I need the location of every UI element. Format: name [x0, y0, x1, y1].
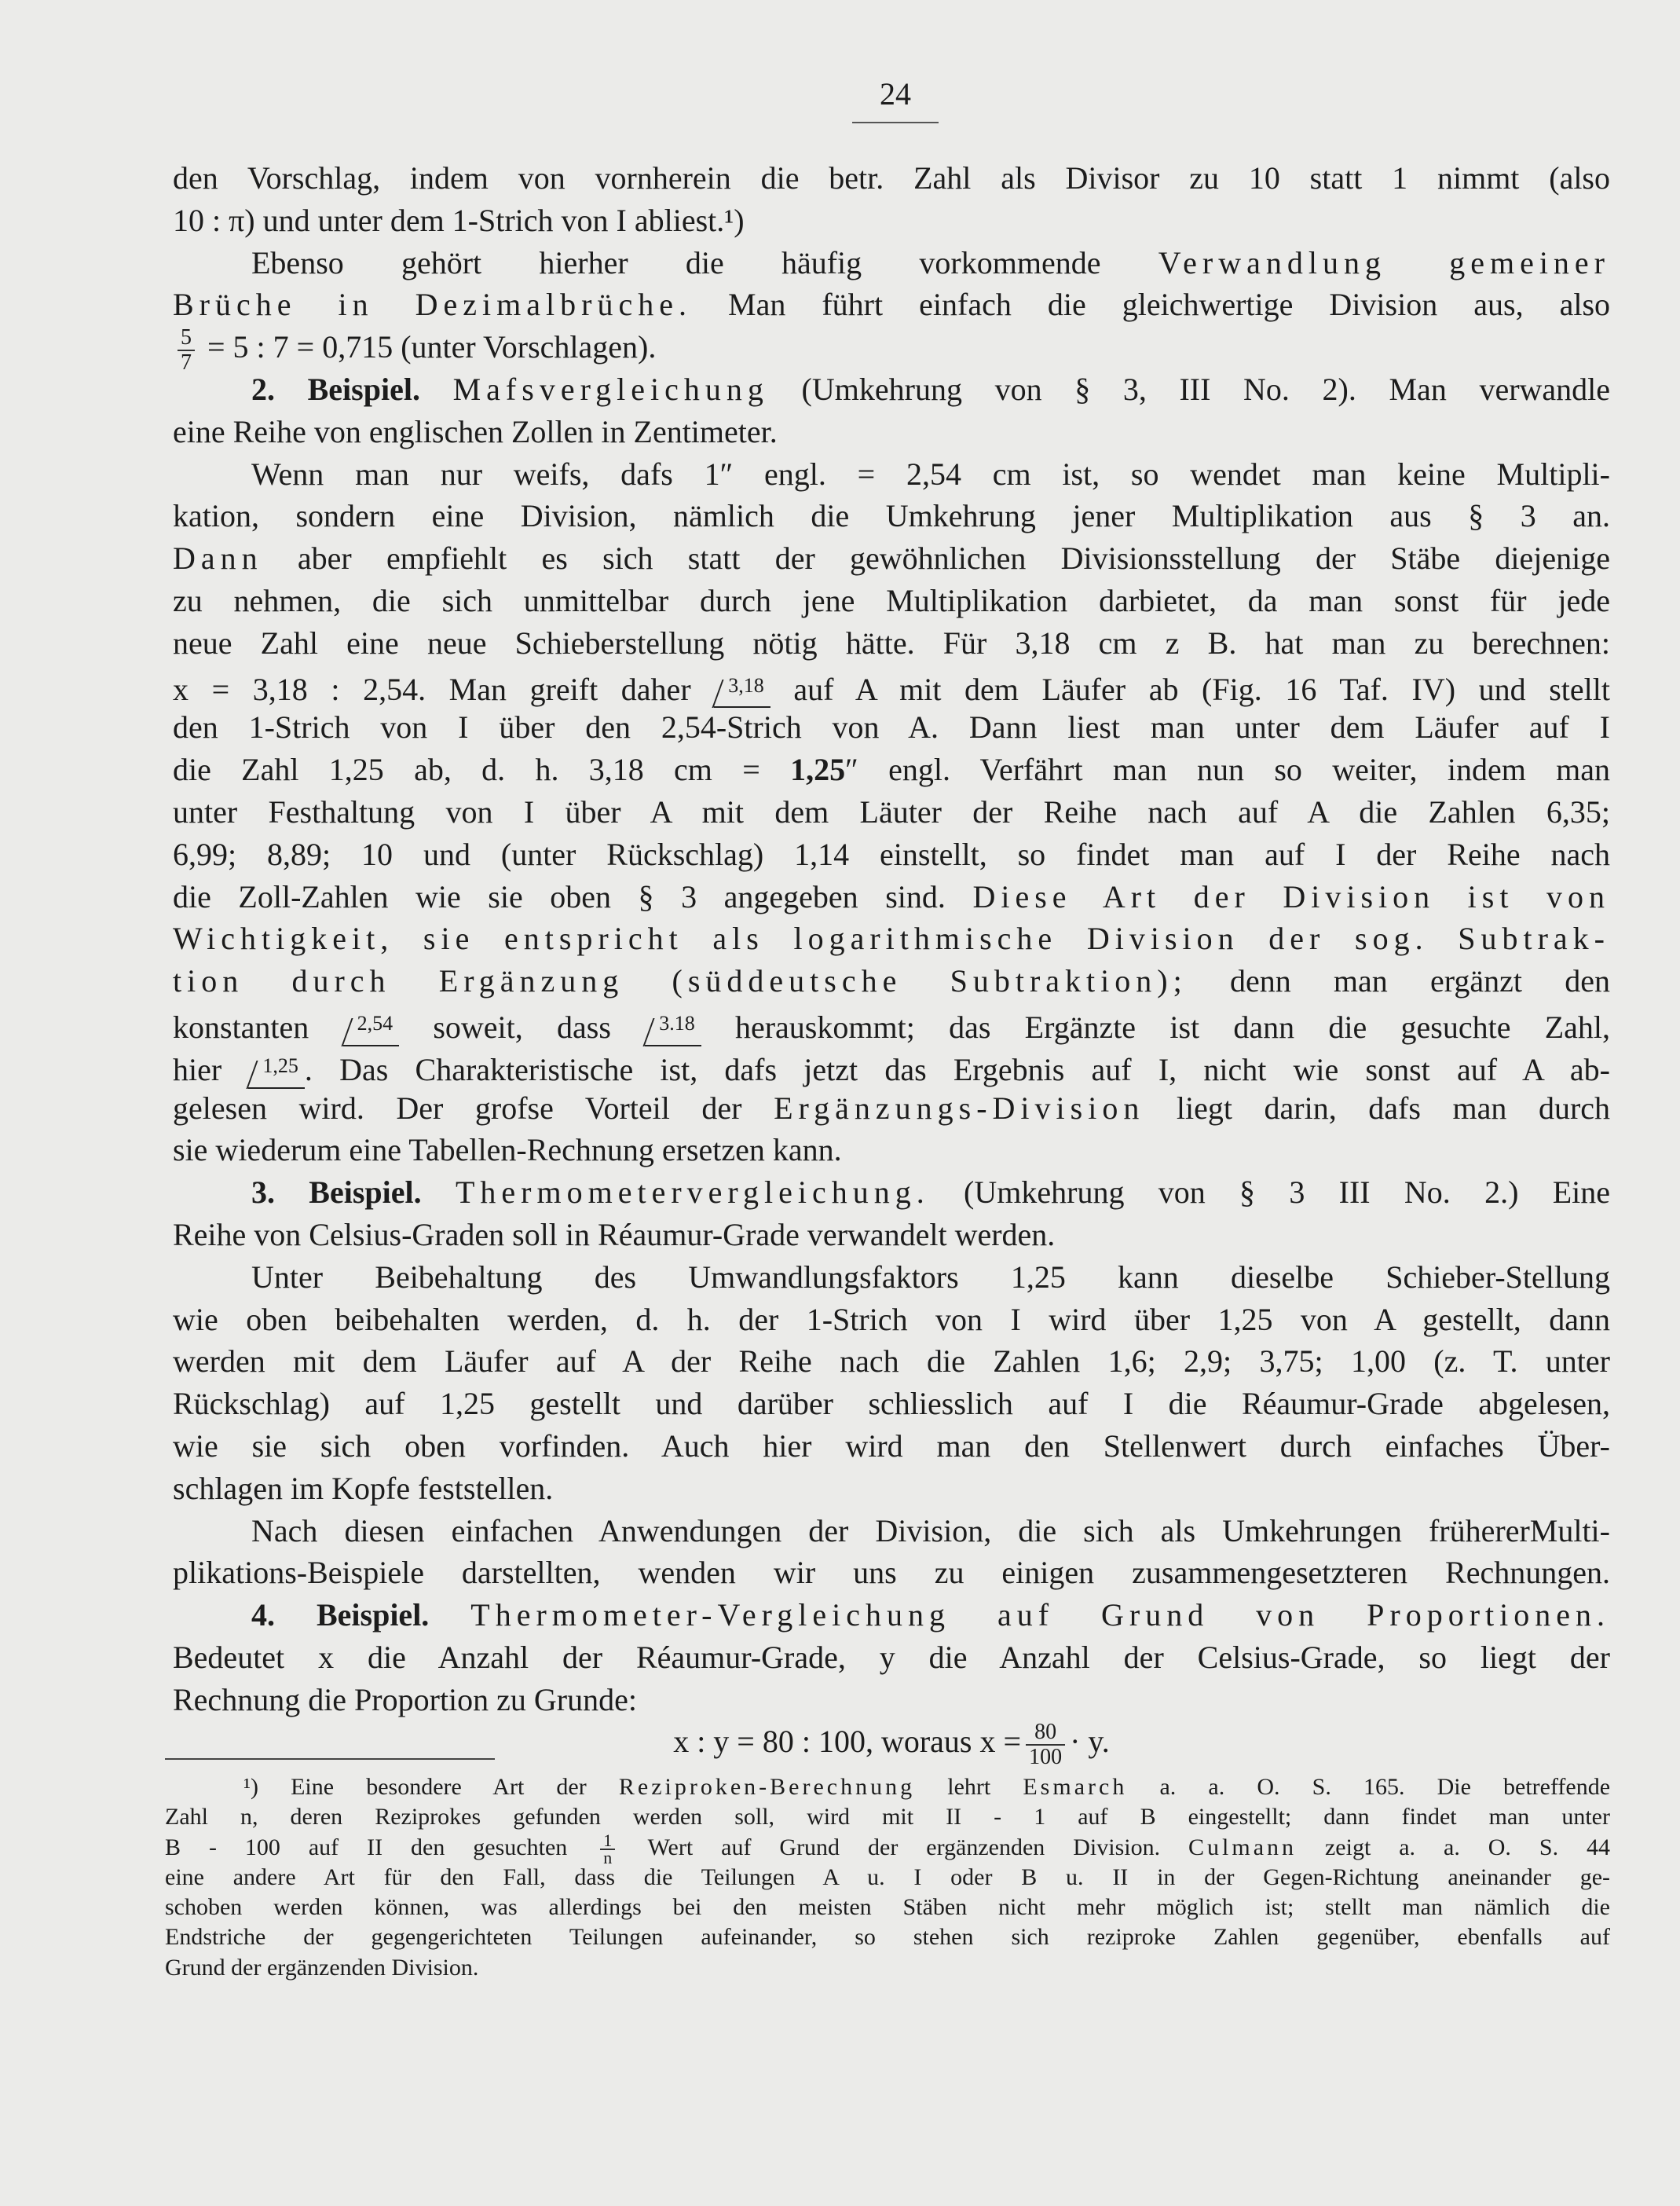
- text-span: x : y = 80 : 100, woraus x =: [673, 1724, 1022, 1760]
- paragraph-conversion: [173, 242, 1610, 284]
- proportion-formula: [173, 1720, 1610, 1770]
- text-line: [173, 1256, 1610, 1299]
- text-line: [173, 1129, 1610, 1171]
- text-span: neue Zahl eine neue Schieberstellung nötig hätte. Für 3,18 cm z B. hat man zu berechnen:: [173, 625, 1610, 661]
- spaced-term: Ergänzungs-Division: [774, 1090, 1145, 1126]
- text-span: werden mit dem Läufer auf A der Reihe nach die Zahlen 1,6; 2,9; 3,75; 1,00 (z. T. unter: [173, 1343, 1610, 1380]
- text-span: Rückschlag) auf 1,25 gestellt und darüber schliesslich auf I die Réaumur-Grade abgelesen,: [173, 1386, 1610, 1422]
- text-line: [173, 1045, 1610, 1087]
- text-line: [173, 1299, 1610, 1341]
- text-span: Rechnung die Proportion zu Grunde:: [173, 1681, 637, 1717]
- fraction-denominator: 100: [1029, 1745, 1063, 1770]
- text-line: [173, 876, 1610, 918]
- text-line: [173, 284, 1610, 326]
- text-line: [173, 1383, 1610, 1425]
- text-span: den 1-Strich von I über den 2,54-Strich von A. Dann liest man unter dem Läufer auf I: [173, 709, 1610, 746]
- author-name: Culmann: [1188, 1834, 1298, 1860]
- text-line: [173, 495, 1610, 537]
- text-line: [173, 325, 1610, 376]
- text-span: ¹) Eine besondere Art der: [243, 1774, 587, 1800]
- footnote-line: [165, 1830, 1611, 1867]
- text-span: Unter Beibehaltung des Umwandlungsfaktors 1,25 kann dieselbe Schieber-Stellung: [251, 1259, 1610, 1295]
- text-span: gelesen wird. Der grofse Vorteil der: [173, 1090, 742, 1126]
- spaced-term: Reziproken-Berechnung: [618, 1774, 916, 1800]
- fraction-80-100: [1026, 1720, 1065, 1769]
- text-span: (Umkehrung von § 3, III No. 2). Man verwandle: [801, 371, 1611, 407]
- text-span: den Vorschlag, indem von vornherein die betr. Zahl als Divisor zu 10 statt 1 nimmt (also: [173, 160, 1610, 196]
- text-span: = 5 : 7 = 0,715 (unter Vorschlagen).: [207, 329, 657, 365]
- text-line: [173, 1425, 1610, 1468]
- spaced-term: Wichtigkeit, sie entspricht als logarithmische Division der sog. Subtrak-: [173, 921, 1610, 957]
- result-value: 1,25: [790, 752, 846, 788]
- fraction-denominator: 7: [181, 350, 192, 376]
- text-span: Zahl n, deren Reziprokes gefunden werden soll, wird mit II - 1 auf B eingestellt; dann findet man unter: [165, 1804, 1610, 1830]
- text-line: [173, 1087, 1610, 1130]
- example-label: 3. Beispiel.: [251, 1174, 422, 1211]
- text-span: Grund der ergänzenden Division.: [165, 1954, 479, 1981]
- spaced-term: Thermometer-Vergleichung auf Grund von Proportionen.: [470, 1597, 1611, 1633]
- text-span: soweit, dass: [433, 1009, 611, 1045]
- footnote-line: [165, 1863, 1610, 1893]
- footnote-line: [165, 1893, 1610, 1922]
- cursor-symbol: 3,18: [714, 665, 770, 709]
- spaced-term: Verwandlung gemeiner: [1158, 244, 1611, 280]
- footnote-line: [165, 1922, 1610, 1952]
- text-span: unter Festhaltung von I über A mit dem Läuter der Reihe nach auf A die Zahlen 6,35;: [173, 793, 1610, 830]
- text-span: Endstriche der gegengerichteten Teilungen aufeinander, so stehen sich reziproke Zahlen gegenüber, ebenfalls auf: [165, 1924, 1610, 1951]
- example-2-heading: [173, 368, 1610, 411]
- text-span: B - 100 auf II den gesuchten: [165, 1834, 568, 1860]
- footnote: [165, 1772, 1610, 1983]
- fraction-numerator: 80: [1026, 1720, 1065, 1746]
- text-span: · y.: [1070, 1724, 1110, 1760]
- example-3-heading: [173, 1171, 1610, 1214]
- text-line: [173, 200, 1610, 242]
- text-span: Man führt einfach die gleichwertige Division aus, also: [728, 287, 1611, 323]
- footnote-line: [165, 1772, 1610, 1802]
- spaced-term: Dann: [173, 541, 263, 577]
- cursor-symbol: 2,54: [343, 1002, 400, 1046]
- text-line: [173, 1510, 1610, 1552]
- text-span: Wenn man nur weifs, dafs 1″ engl. = 2,54 cm ist, so wendet man keine Multipli-: [251, 456, 1610, 492]
- text-span: Nach diesen einfachen Anwendungen der Division, die sich als Umkehrungen frühererMulti-: [251, 1512, 1610, 1548]
- text-line: [173, 1679, 1610, 1721]
- text-span: sie wiederum eine Tabellen-Rechnung ersetzen kann.: [173, 1132, 842, 1168]
- text-line: [173, 1552, 1610, 1594]
- fraction-numerator: 5: [178, 326, 195, 351]
- text-line: [173, 622, 1610, 665]
- page-number: 24: [880, 76, 911, 112]
- text-line: [173, 749, 1610, 791]
- text-span: herauskommt; das Ergänzte ist dann die gesuchte Zahl,: [734, 1009, 1611, 1045]
- text-line: [173, 960, 1610, 1002]
- text-span: zeigt a. a. O. S. 44: [1324, 1834, 1611, 1860]
- text-span: Reihe von Celsius-Graden soll in Réaumur-Grade verwandelt werden.: [173, 1216, 1056, 1252]
- text-line: [173, 453, 1610, 496]
- cursor-symbol: 3.18: [645, 1002, 701, 1046]
- example-label: 2. Beispiel.: [251, 371, 420, 407]
- text-line: [173, 537, 1610, 580]
- text-line: [173, 1468, 1610, 1510]
- text-span: lehrt: [947, 1774, 991, 1800]
- fraction-numerator: 1: [600, 1833, 615, 1850]
- text-span: Wert auf Grund der ergänzenden Division.: [647, 1834, 1161, 1860]
- text-span: x = 3,18 : 2,54. Man greift daher: [173, 671, 691, 707]
- text-line: [173, 1636, 1610, 1679]
- text-span: a. a. O. S. 165. Die betreffende: [1159, 1774, 1611, 1800]
- spaced-term: Brüche in Dezimalbrüche.: [173, 287, 692, 323]
- text-span: eine andere Art für den Fall, dass die Teilungen A u. I oder B u. II in der Gegen-Richtung aneinander ge-: [165, 1863, 1610, 1890]
- text-span: eine Reihe von englischen Zollen in Zentimeter.: [173, 413, 778, 449]
- example-label: 4. Beispiel.: [251, 1597, 430, 1633]
- spaced-term: Mafsvergleichung: [452, 371, 769, 407]
- text-span: kation, sondern eine Division, nämlich die Umkehrung jener Multiplikation aus § 3 an.: [173, 498, 1610, 534]
- text-span: die Zahl 1,25 ab, d. h. 3,18 cm =: [173, 752, 760, 788]
- text-span: Bedeutet x die Anzahl der Réaumur-Grade, y die Anzahl der Celsius-Grade, so liegt der: [173, 1639, 1610, 1675]
- text-span: zu nehmen, die sich unmittelbar durch jene Multiplikation darbietet, da man sonst für jede: [173, 582, 1610, 618]
- example-4-heading: [173, 1594, 1610, 1636]
- text-span: 10 : π) und unter dem 1-Strich von I abliest.¹): [173, 202, 745, 238]
- text-span: aber empfiehlt es sich statt der gewöhnlichen Divisionsstellung der Stäbe diejenige: [297, 541, 1610, 577]
- text-span: schlagen im Kopfe feststellen.: [173, 1470, 554, 1506]
- footnote-rule: [165, 1758, 495, 1760]
- text-span: liegt darin, dafs man durch: [1176, 1090, 1611, 1126]
- text-line: [173, 918, 1610, 960]
- fraction-1-n: [600, 1830, 615, 1867]
- text-span: ″ engl. Verfährt man nun so weiter, indem man: [845, 752, 1611, 788]
- text-span: hier: [173, 1051, 222, 1087]
- fraction-denominator: n: [603, 1847, 613, 1867]
- text-span: 6,99; 8,89; 10 und (unter Rückschlag) 1,14 einstellt, so findet man auf I der Reihe nach: [173, 836, 1610, 872]
- author-name: Esmarch: [1023, 1774, 1128, 1800]
- text-line: [173, 1214, 1610, 1256]
- main-text: [173, 157, 1611, 1770]
- text-span: (Umkehrung von § 3 III No. 2.) Eine: [964, 1174, 1611, 1211]
- footnote-line: [165, 1953, 1610, 1983]
- spaced-term: tion durch Ergänzung (süddeutsche Subtraktion);: [173, 963, 1188, 999]
- text-span: . Das Charakteristische ist, dafs jetzt das Ergebnis auf I, nicht wie sonst auf A ab-: [304, 1051, 1611, 1087]
- footnote-line: [165, 1802, 1610, 1832]
- text-line: [173, 706, 1610, 749]
- text-span: konstanten: [173, 1009, 309, 1045]
- text-span: wie sie sich oben vorfinden. Auch hier wird man den Stellenwert durch einfaches Über-: [173, 1427, 1610, 1464]
- text-span: Ebenso gehört hierher die häufig vorkommende: [251, 244, 1101, 280]
- spaced-term: Diese Art der Division ist von: [972, 878, 1610, 914]
- text-span: die Zoll-Zahlen wie sie oben § 3 angegeben sind.: [173, 878, 946, 914]
- text-line: [173, 791, 1610, 834]
- spaced-term: Thermometervergleichung.: [455, 1174, 930, 1211]
- text-span: auf A mit dem Läufer ab (Fig. 16 Taf. IV) und stellt: [793, 671, 1611, 707]
- text-line: [173, 580, 1610, 622]
- text-line: [173, 1340, 1610, 1383]
- text-span: denn man ergänzt den: [1229, 963, 1610, 999]
- page-number-rule: [852, 122, 939, 123]
- cursor-symbol: 1,25: [248, 1045, 305, 1089]
- text-span: schoben werden können, was allerdings bei den meisten Stäben nicht mehr möglich ist; stellt man nämlich die: [165, 1894, 1610, 1921]
- text-span: plikations-Beispiele darstellten, wenden wir uns zu einigen zusammengesetzteren Rechnungen.: [173, 1555, 1610, 1591]
- text-line: [173, 1002, 1610, 1045]
- text-line: [173, 157, 1610, 200]
- text-span: wie oben beibehalten werden, d. h. der 1-Strich von I wird über 1,25 von A gestellt, dann: [173, 1301, 1610, 1337]
- text-line: [173, 834, 1610, 876]
- text-line: [173, 665, 1610, 707]
- fraction-5-7: [178, 326, 195, 375]
- text-line: [173, 411, 1610, 453]
